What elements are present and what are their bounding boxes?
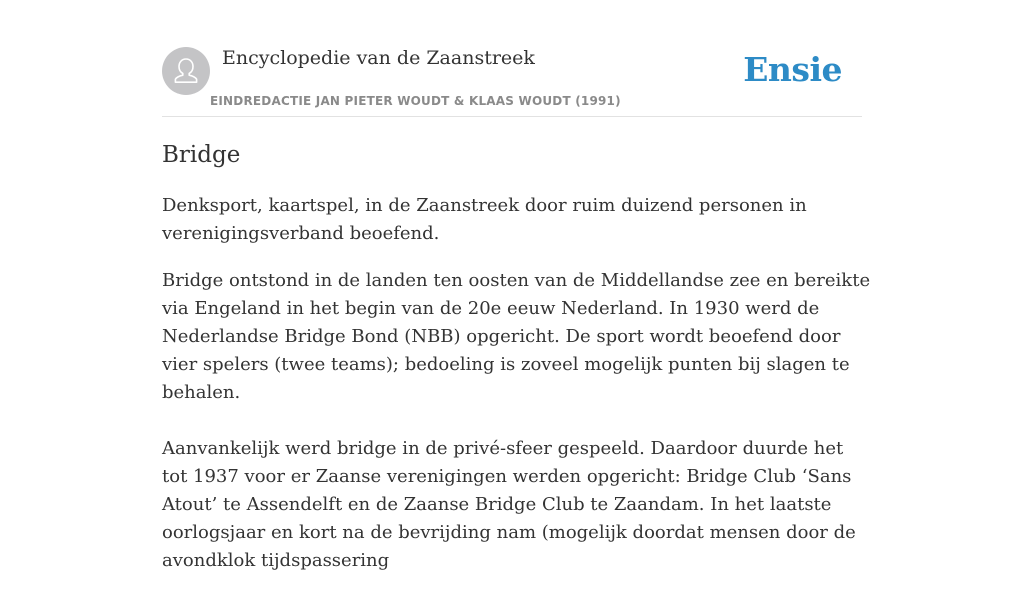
paragraph-history: Bridge ontstond in de landen ten oosten van de Middellandse zee en bereikte via Engeland in het begin van de 20e eeuw Nederland. In 1930 werd de Nederlandse Bridge Bond (NBB) opgericht. De sport wordt beoefend door vier spelers (twee teams); bedoeling is zoveel mogelijk punten bij slagen te behalen. xyxy=(162,270,871,403)
entry-body xyxy=(162,192,872,594)
source-header xyxy=(162,46,862,117)
user-icon xyxy=(162,47,210,95)
paragraph-zaanstreek: Aanvankelijk werd bridge in de privé-sfeer gespeeld. Daardoor duurde het tot 1937 voor er Zaanse verenigingen werden opgericht: Bridge Club ‘Sans Atout’ te Assendelft en de Zaanse Bridge Club te Zaandam. In het laatste oorlogsjaar en kort na de bevrijding nam (mogelijk doordat mensen door de avondklok tijdspassering xyxy=(162,438,856,571)
entry-title: Bridge xyxy=(162,142,241,168)
editors-byline: EINDREDACTIE JAN PIETER WOUDT & KLAAS WOUDT (1991) xyxy=(210,94,621,108)
ensie-logo[interactable]: Ensie xyxy=(743,50,842,89)
book-title-link[interactable]: Encyclopedie van de Zaanstreek xyxy=(222,47,535,69)
paragraph-definition: Denksport, kaartspel, in de Zaanstreek door ruim duizend personen in verenigingsverband beoefend. xyxy=(162,195,807,244)
